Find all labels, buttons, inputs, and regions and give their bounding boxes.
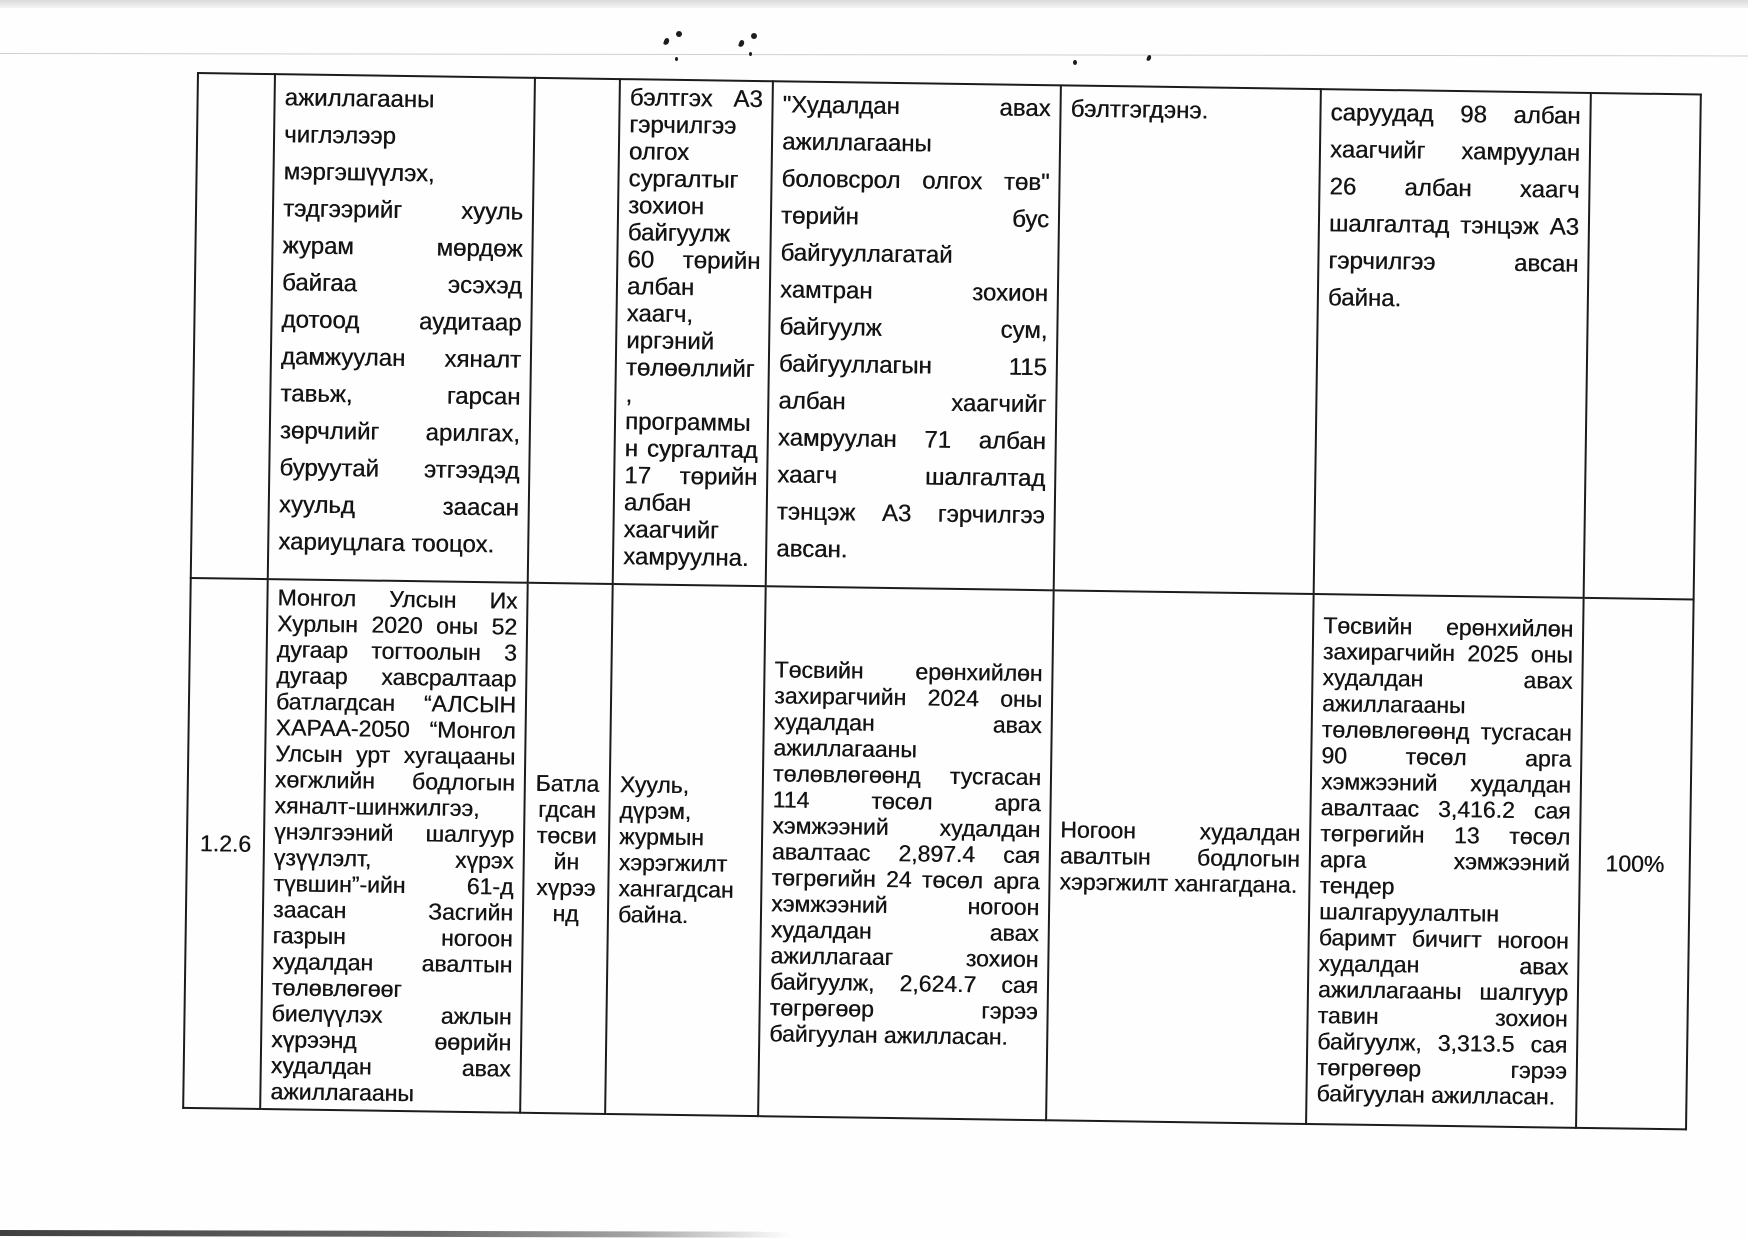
cell-r1-expected-result: бэлтгэгдэнэ. — [1054, 85, 1321, 594]
ink-speckle — [751, 33, 757, 39]
cell-r2-index: 1.2.6 — [183, 578, 268, 1109]
cell-r2-achieved-result: Төсвийн ерөнхийлөн захирагчийн 2025 оны худалдан авах ажиллагааны төлөвлөгөөнд тусгасан 90 төсөл арга хэмжээний худалдан авалтаас 3,416.2 сая төгрөгийн 13 төсөл арга хэмжээний тендер шалгаруулалтын баримт бичигт ногоон худалдан авах ажиллагааны шалгуур тавин зохион байгуулж, 3,313.5 сая төгрөгөөр гэрээ байгуулан ажилласан. — [1306, 594, 1584, 1128]
cell-r1-achieved-result: саруудад 98 албан хаагчийг хамруулан 26 албан хаагч шалгалтад тэнцэж А3 гэрчилгээ авсан байна. — [1314, 89, 1591, 598]
ink-speckle — [663, 37, 670, 45]
cell-r1-target: бэлтгэх А3 гэрчилгээ олгох сургалтыг зохион байгуулж 60 төрийн албан хаагч, иргэний төлөөллийг , программын сургалтад 17 төрийн албан хаагчийг хамруулна. — [613, 79, 773, 586]
cell-r2-task-text: Монгол Улсын Их Хурлын 2020 оны 52 дугаар тогтоолын 3 дугаар хавсралтаар батлагдсан “АЛСЫН ХАРАА-2050 “Монгол Улсын урт хугацааны хөгжлийн бодлогын хяналт-шинжилгээ, үнэлгээний шалгуур үзүүлэлт, хүрэх түвшин”-ийн 61-д заасан Засгийн газрын ногоон худалдан авалтын төлөвлөгөөг биелүүлэх ажлын хүрээнд өөрийн худалдан авах ажиллагааны — [260, 579, 528, 1113]
ink-speckle — [749, 52, 752, 56]
scan-crease-line — [0, 53, 1748, 56]
report-table-wrapper — [182, 72, 1700, 1130]
cell-r1-percent — [1584, 93, 1701, 600]
ink-speckle — [676, 31, 682, 37]
cell-r1-task-text: ажиллагааны чиглэлээр мэргэшүүлэх, тэдгээрийг хууль журам мөрдөж байгаа эсэхэд дотоод аудитаар дамжуулан хяналт тавьж, гарсан зөрчлийг арилгах, буруутай этгээдэд хуульд заасан хариуцлага тооцох. — [268, 74, 535, 583]
ink-speckle — [738, 39, 745, 47]
cell-r2-expected-result: Ногоон худалдан авалтын бодлогын хэрэгжилт хангагдана. — [1046, 590, 1314, 1124]
cell-r2-budget: Батлагдсан төсвийн хүрээнд — [520, 583, 613, 1114]
ink-speckle — [1146, 55, 1152, 62]
cell-r2-percent: 100% — [1576, 598, 1694, 1130]
ink-speckle — [675, 57, 678, 61]
cell-r1-implementation: "Худалдан авах ажиллагааны боловсрол олгох төв" төрийн бус байгууллагатай хамтран зохион байгуулж сум, байгууллагын 115 албан хаагчийг хамруулан 71 албан хаагч шалгалтад тэнцэж А3 гэрчилгээ авсан. — [766, 81, 1061, 590]
cell-r2-target: Хууль, дүрэм, журмын хэрэгжилт хангагдсан байна. — [605, 584, 766, 1116]
ink-speckle — [1073, 60, 1077, 65]
cell-r1-index — [191, 73, 275, 579]
scanner-shadow-strip — [0, 1230, 790, 1238]
scanner-edge-band — [0, 0, 1748, 8]
report-table — [182, 72, 1702, 1130]
cell-r2-implementation: Төсвийн ерөнхийлөн захирагчийн 2024 оны худалдан авах ажиллагааны төлөвлөгөөнд тусгасан 114 төсөл арга хэмжээний худалдан авалтаас 2,897.4 сая төгрөгийн 24 төсөл арга хэмжээний ногоон худалдан авах ажиллагааг зохион байгуулж, 2,624.7 сая төгрөгөөр гэрээ байгуулан ажилласан. — [758, 586, 1054, 1120]
cell-r1-budget — [528, 78, 620, 584]
